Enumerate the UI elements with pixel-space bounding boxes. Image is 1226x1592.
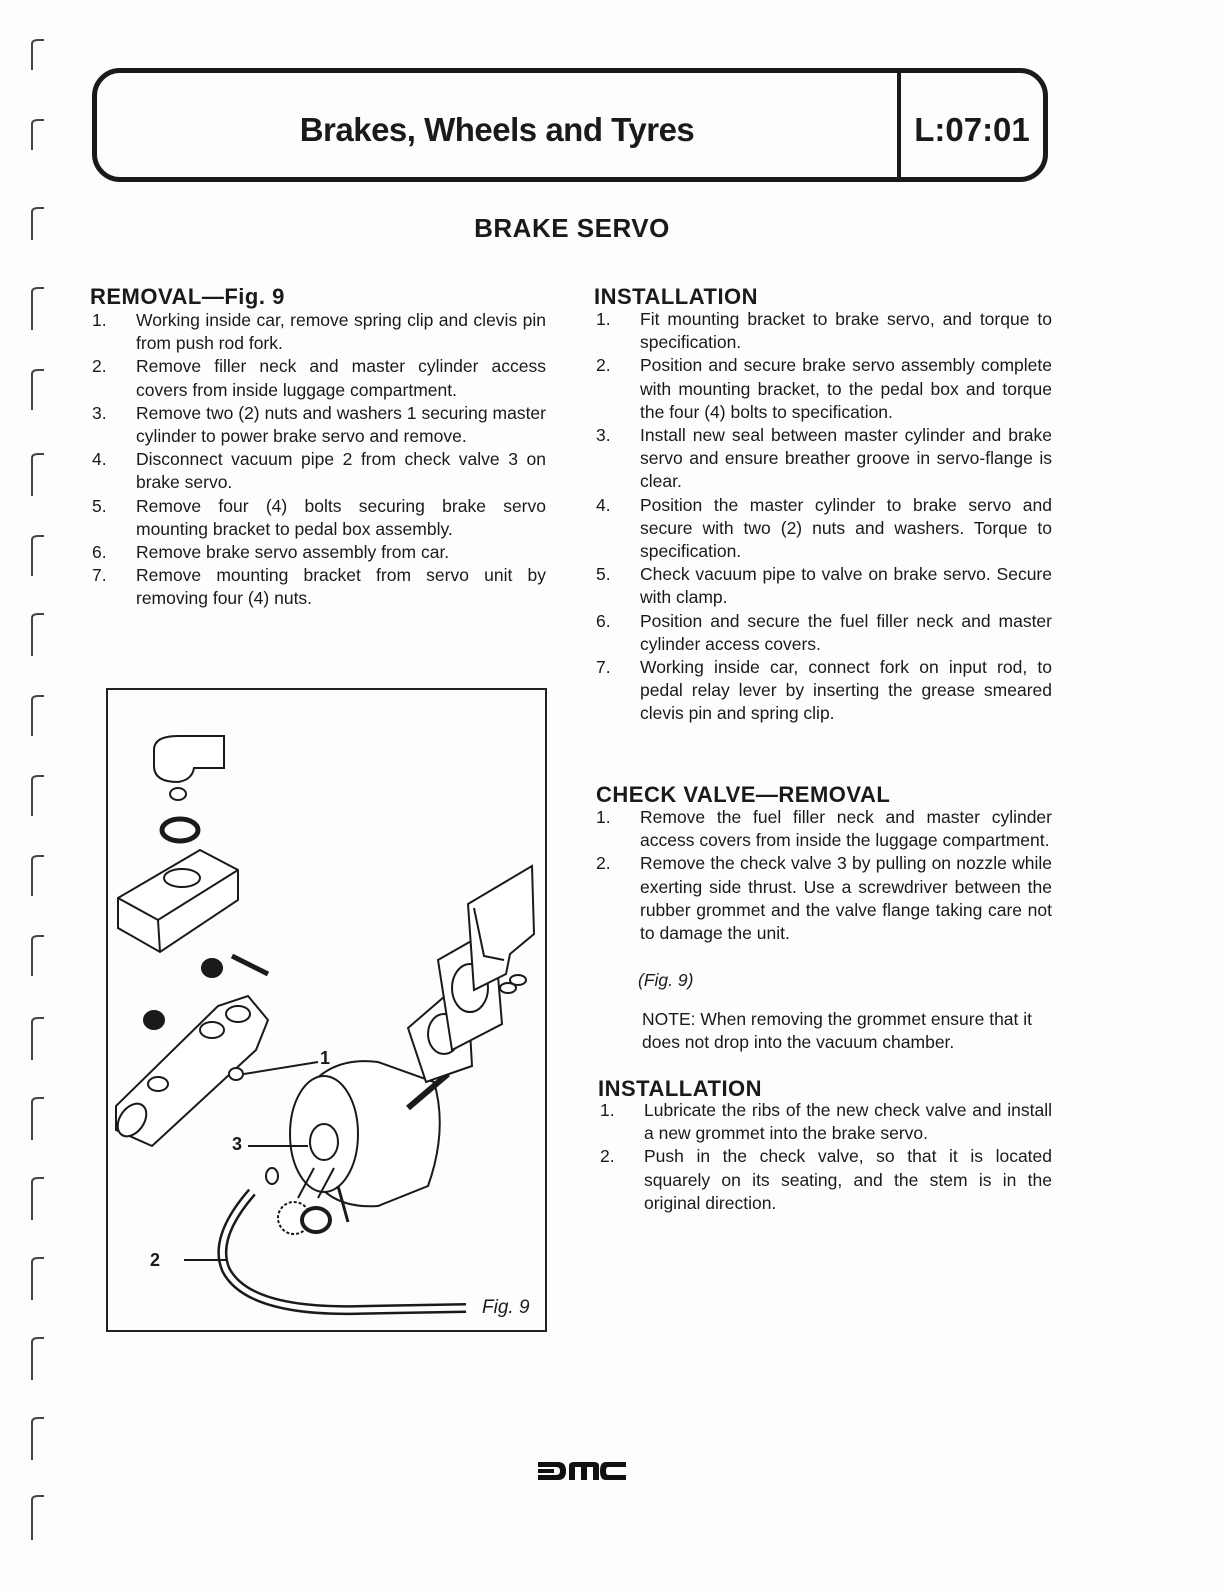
step-text: Working inside car, connect fork on input rod, to pedal relay lever by inserting the grease smeared clevis pin and spring clip. bbox=[640, 657, 1052, 724]
installation-steps bbox=[594, 308, 1052, 726]
grommet bbox=[144, 1011, 164, 1029]
step-text: Remove two (2) nuts and washers 1 securing master cylinder to power brake servo and remove. bbox=[136, 402, 546, 447]
list-item bbox=[90, 495, 546, 541]
header-box bbox=[92, 68, 1048, 182]
step-text: Position and secure brake servo assembly complete with mounting bracket, to the pedal box and torque the four (4) bolts to specification. bbox=[640, 355, 1052, 422]
check-valve-removal-steps bbox=[594, 806, 1052, 945]
step-number: 1. bbox=[600, 1100, 615, 1120]
step-number: 7. bbox=[596, 657, 611, 678]
brake-servo-exploded-diagram bbox=[108, 690, 545, 1330]
step-text: Push in the check valve, so that it is located squarely on its seating, and the stem is in the original direction. bbox=[644, 1146, 1052, 1213]
figure-9 bbox=[106, 688, 547, 1332]
list-item bbox=[598, 1145, 1052, 1215]
list-item bbox=[594, 610, 1052, 656]
list-item bbox=[594, 852, 1052, 945]
step-number: 1. bbox=[596, 807, 611, 827]
nut-washer bbox=[229, 1068, 243, 1080]
step-text: Position and secure the fuel filler neck and master cylinder access covers. bbox=[640, 610, 1052, 654]
step-number: 2. bbox=[596, 853, 611, 874]
step-text: Fit mounting bracket to brake servo, and torque to specification. bbox=[640, 309, 1052, 353]
removal-steps bbox=[90, 309, 546, 611]
list-item bbox=[594, 354, 1052, 424]
list-item bbox=[594, 424, 1052, 494]
list-item bbox=[90, 309, 546, 355]
step-text: Lubricate the ribs of the new check valve and install a new grommet into the brake servo. bbox=[644, 1100, 1052, 1144]
note: NOTE: When removing the grommet ensure that it does not drop into the vacuum chamber. bbox=[642, 1009, 1033, 1053]
step-text: Disconnect vacuum pipe 2 from check valve 3 on brake servo. bbox=[136, 449, 546, 493]
step-text: Position the master cylinder to brake servo and secure with two (2) nuts and washers. Torque to specification. bbox=[640, 494, 1052, 562]
step-number: 2. bbox=[596, 355, 611, 376]
filler-cap bbox=[154, 736, 224, 782]
step-number: 4. bbox=[92, 449, 107, 470]
seal-ring bbox=[162, 819, 198, 841]
list-item bbox=[594, 656, 1052, 726]
figure-reference: (Fig. 9) bbox=[638, 970, 694, 990]
step-text: Remove mounting bracket from servo unit by removing four (4) nuts. bbox=[136, 565, 546, 609]
figure-caption: Fig. 9 bbox=[482, 1297, 530, 1318]
step-number: 6. bbox=[596, 610, 611, 631]
callout-1: 1 bbox=[320, 1048, 331, 1068]
removal-heading: REMOVAL—Fig. 9 bbox=[90, 284, 285, 309]
list-item bbox=[594, 563, 1052, 609]
list-item bbox=[90, 541, 546, 564]
installation-heading: INSTALLATION bbox=[594, 284, 759, 309]
grommet bbox=[202, 959, 222, 977]
dmc-logo bbox=[536, 1458, 628, 1484]
step-text: Remove the check valve 3 by pulling on nozzle while exerting side thrust. Use a screwdriver between the rubber grommet and the valve flange taking care not to damage the unit. bbox=[640, 853, 1052, 944]
check-valve-installation-steps bbox=[598, 1099, 1052, 1215]
check-valve-removal-heading: CHECK VALVE—REMOVAL bbox=[596, 782, 891, 807]
check-valve-installation-heading: INSTALLATION bbox=[598, 1076, 763, 1101]
reservoir bbox=[118, 850, 238, 952]
step-number: 5. bbox=[596, 564, 611, 585]
step-text: Remove four (4) bolts securing brake servo mounting bracket to pedal box assembly. bbox=[136, 495, 546, 539]
step-number: 7. bbox=[92, 565, 107, 586]
step-text: Install new seal between master cylinder and brake servo and ensure breather groove in servo-flange is clear. bbox=[640, 425, 1052, 492]
list-item bbox=[594, 494, 1052, 564]
callout-2: 2 bbox=[150, 1250, 161, 1270]
step-number: 5. bbox=[92, 495, 107, 516]
list-item bbox=[594, 806, 1052, 852]
step-number: 6. bbox=[92, 542, 107, 563]
step-number: 2. bbox=[600, 1146, 615, 1167]
step-number: 1. bbox=[596, 309, 611, 329]
section-code: L:07:01 bbox=[914, 111, 1030, 148]
step-number: 3. bbox=[92, 402, 107, 423]
step-text: Remove filler neck and master cylinder access covers from inside luggage compartment. bbox=[136, 356, 546, 400]
step-number: 2. bbox=[92, 356, 107, 377]
step-number: 1. bbox=[92, 310, 107, 330]
clamp bbox=[302, 1208, 330, 1232]
step-number: 3. bbox=[596, 425, 611, 446]
page-title: BRAKE SERVO bbox=[474, 213, 670, 243]
list-item bbox=[90, 402, 546, 448]
list-item bbox=[598, 1099, 1052, 1145]
step-text: Remove brake servo assembly from car. bbox=[136, 542, 450, 563]
list-item bbox=[90, 564, 546, 610]
header-title: Brakes, Wheels and Tyres bbox=[299, 111, 695, 148]
check-valve bbox=[310, 1124, 338, 1160]
step-text: Check vacuum pipe to valve on brake servo. Secure with clamp. bbox=[640, 564, 1052, 608]
step-number: 4. bbox=[596, 494, 611, 515]
list-item bbox=[90, 355, 546, 401]
step-text: Remove the fuel filler neck and master cylinder access covers from inside the luggage compartment. bbox=[640, 807, 1052, 851]
list-item bbox=[594, 308, 1052, 354]
step-text: Working inside car, remove spring clip and clevis pin from push rod fork. bbox=[136, 310, 546, 354]
callout-3: 3 bbox=[232, 1134, 243, 1154]
cap-washer bbox=[170, 788, 186, 800]
list-item bbox=[90, 448, 546, 494]
